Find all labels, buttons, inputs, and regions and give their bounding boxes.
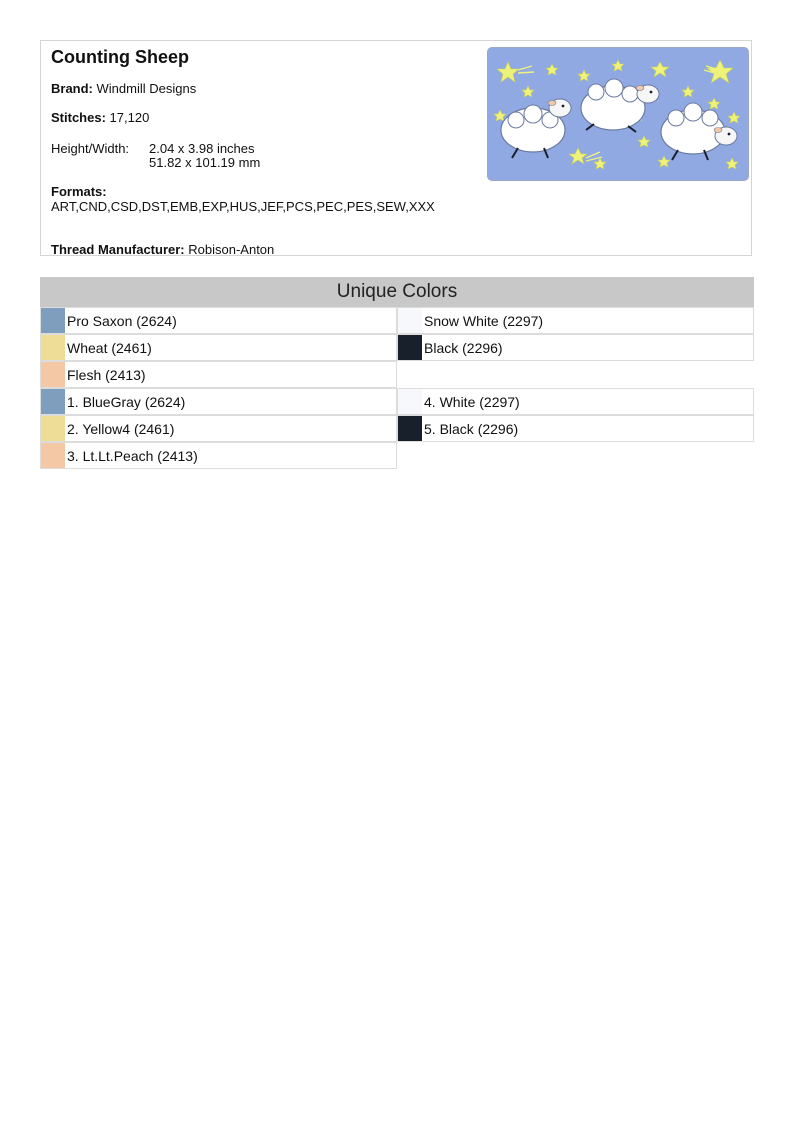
- sheep-embroidery-image: [488, 48, 749, 181]
- color-name: Pro Saxon (2624): [67, 313, 177, 329]
- hw-label: Height/Width:: [51, 141, 130, 156]
- color-name: Flesh (2413): [67, 367, 146, 383]
- color-swatch: [41, 308, 65, 333]
- color-name: Snow White (2297): [424, 313, 544, 329]
- stitches-row: [51, 111, 149, 125]
- color-swatch: [398, 308, 422, 333]
- brand-value: Windmill Designs: [96, 81, 197, 96]
- color-name: 3. Lt.Lt.Peach (2413): [67, 448, 198, 464]
- color-name: 1. BlueGray (2624): [67, 394, 186, 410]
- color-swatch: [398, 416, 422, 441]
- hw-mm: 51.82 x 101.19 mm: [149, 155, 261, 170]
- design-info-panel: [40, 40, 752, 256]
- color-swatch: [41, 389, 65, 414]
- brand-row: [51, 82, 196, 96]
- color-name: Black (2296): [424, 340, 503, 356]
- thread-row: [51, 243, 274, 257]
- color-name: 4. White (2297): [424, 394, 520, 410]
- color-cell: [40, 334, 397, 361]
- color-name: 2. Yellow4 (2461): [67, 421, 175, 437]
- color-cell: [40, 415, 397, 442]
- thread-value: Robison-Anton: [188, 242, 275, 257]
- color-swatch: [398, 389, 422, 414]
- color-name: 5. Black (2296): [424, 421, 519, 437]
- color-cell: [397, 388, 754, 415]
- color-cell: [40, 388, 397, 415]
- stitches-label: Stitches:: [51, 110, 106, 125]
- color-swatch: [41, 416, 65, 441]
- design-preview-image: [487, 47, 749, 181]
- unique-colors-header: Unique Colors: [40, 277, 754, 307]
- color-swatch: [41, 362, 65, 387]
- thread-label: Thread Manufacturer:: [51, 242, 185, 257]
- color-cell: [40, 442, 397, 469]
- color-swatch: [41, 335, 65, 360]
- color-swatch: [398, 335, 422, 360]
- design-title: Counting Sheep: [51, 47, 189, 67]
- formats-label: Formats:: [51, 184, 107, 199]
- formats-value: ART,CND,CSD,DST,EMB,EXP,HUS,JEF,PCS,PEC,PES,SEW,XXX: [51, 199, 435, 214]
- hw-values: [149, 142, 260, 170]
- color-cell: [397, 307, 754, 334]
- color-cell: [40, 307, 397, 334]
- brand-label: Brand:: [51, 81, 93, 96]
- stitches-value: 17,120: [109, 110, 150, 125]
- color-name: Wheat (2461): [67, 340, 152, 356]
- color-cell: [40, 361, 397, 388]
- color-cell: [397, 415, 754, 442]
- hw-inches: 2.04 x 3.98 inches: [149, 141, 255, 156]
- color-cell: [397, 334, 754, 361]
- color-swatch: [41, 443, 65, 468]
